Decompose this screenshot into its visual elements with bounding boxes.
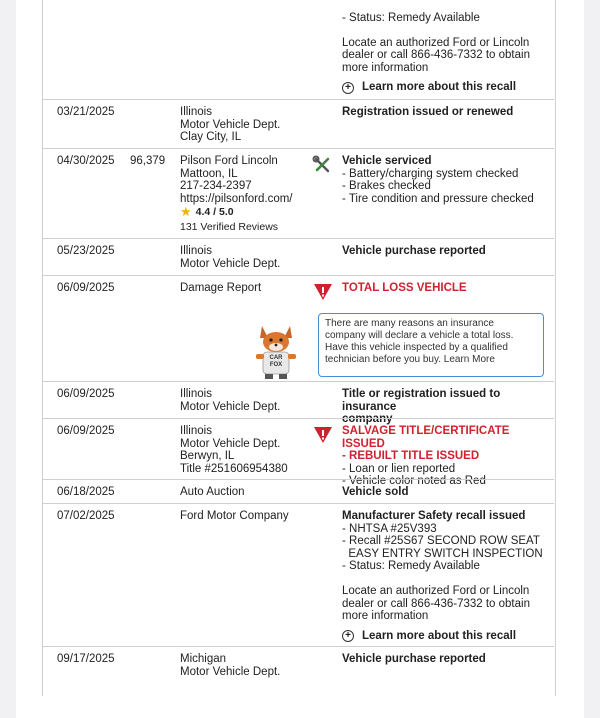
history-row	[42, 238, 554, 276]
title-line: Title or registration issued to insurance	[342, 388, 501, 413]
source-line: Motor Vehicle Dept.	[180, 400, 281, 413]
learn-more-recall-link[interactable]	[342, 81, 547, 94]
dealer-rating	[180, 206, 293, 219]
recall-instructions: Locate an authorized Ford or Lincoln dealer or call 866-436-7332 to obtain more information	[342, 36, 530, 74]
row-date: 04/30/2025	[57, 155, 115, 167]
history-row	[42, 99, 554, 149]
row-source	[180, 245, 280, 270]
source-line: Clay City, IL	[180, 131, 242, 144]
source-line: Illinois	[180, 245, 212, 257]
detail-line: - Status: Remedy Available	[342, 12, 480, 24]
detail-line: - Status: Remedy Available	[342, 560, 480, 573]
dealer-phone[interactable]: 217-234-2397	[180, 180, 252, 193]
history-row	[42, 646, 554, 697]
row-source: Damage Report	[180, 282, 262, 294]
row-date: 06/09/2025	[57, 388, 115, 400]
row-title: Vehicle purchase reported	[342, 245, 486, 257]
detail-line: - Vehicle color noted as Red	[342, 475, 486, 488]
source-line: Michigan	[180, 653, 227, 665]
warning-icon	[314, 284, 332, 305]
learn-more-label: Learn more about this recall	[362, 81, 517, 94]
history-row	[42, 479, 554, 504]
source-line: Motor Vehicle Dept.	[180, 118, 281, 131]
detail-line: - Recall #25S67 SECOND ROW SEAT	[342, 535, 540, 548]
star-icon: ★	[180, 204, 192, 220]
row-title: Vehicle purchase reported	[342, 653, 486, 665]
detail-line: - Battery/charging system checked	[342, 167, 519, 180]
row-date: 05/23/2025	[57, 245, 115, 257]
history-row-total-loss	[42, 275, 554, 382]
dealer-website[interactable]: https://pilsonford.com/	[180, 192, 293, 205]
row-date: 06/18/2025	[57, 486, 115, 498]
row-date: 06/09/2025	[57, 282, 115, 294]
row-title: Registration issued or renewed	[342, 106, 514, 118]
row-odometer: 96,379	[130, 155, 166, 167]
row-date: 03/21/2025	[57, 106, 115, 118]
row-source	[180, 653, 280, 678]
history-row-salvage	[42, 418, 554, 488]
salvage-title-alert: SALVAGE TITLE/CERTIFICATE ISSUED	[342, 425, 510, 450]
source-line: Illinois	[180, 425, 212, 437]
source-line: Motor Vehicle Dept.	[180, 437, 281, 450]
row-title: Vehicle sold	[342, 486, 409, 498]
detail-line: - Loan or lien reported	[342, 462, 456, 475]
history-row-recall-continued	[42, 0, 554, 99]
source-line: Illinois	[180, 106, 212, 118]
history-row	[42, 381, 554, 426]
total-loss-alert: TOTAL LOSS VEHICLE	[342, 282, 467, 294]
source-line: Mattoon, IL	[180, 167, 238, 180]
row-source	[180, 425, 288, 475]
dealer-name[interactable]: Pilson Ford Lincoln	[180, 155, 278, 167]
title-line: company	[342, 413, 393, 426]
wrench-screwdriver-icon	[312, 155, 332, 179]
row-title: Vehicle serviced	[342, 155, 432, 167]
source-line: Motor Vehicle Dept.	[180, 665, 281, 678]
row-source: Auto Auction	[180, 486, 245, 498]
row-date: 09/17/2025	[57, 653, 115, 665]
history-row-recall	[42, 503, 554, 647]
source-line: Illinois	[180, 388, 212, 400]
learn-more-recall-link[interactable]	[342, 630, 547, 643]
plus-circle-icon: +	[342, 630, 354, 642]
row-source	[180, 155, 293, 234]
rebuilt-title-alert: - REBUILT TITLE ISSUED	[342, 450, 480, 463]
detail-line: - Brakes checked	[342, 180, 431, 193]
row-title: Manufacturer Safety recall issued	[342, 510, 526, 522]
detail-line: - Tire condition and pressure checked	[342, 192, 534, 205]
detail-line: EASY ENTRY SWITCH INSPECTION	[342, 547, 543, 560]
history-row	[42, 148, 554, 239]
row-source: Ford Motor Company	[180, 510, 289, 522]
row-source	[180, 106, 280, 144]
source-line: Title #251606954380	[180, 462, 288, 475]
rating-value: 4.4 / 5.0	[195, 206, 234, 219]
warning-icon	[314, 427, 332, 448]
source-line: Motor Vehicle Dept.	[180, 257, 281, 270]
mascot-shirt-text: CAR FOX	[269, 355, 283, 368]
row-date: 07/02/2025	[57, 510, 115, 522]
total-loss-tooltip	[318, 313, 544, 377]
recall-instructions: Locate an authorized Ford or Lincoln dealer or call 866-436-7332 to obtain more information	[342, 584, 530, 623]
detail-line: - NHTSA #25V393	[342, 522, 437, 535]
tooltip-text: There are many reasons an insurance company will declare a vehicle a total loss. Have this vehicle inspected by a qualified technician before you buy. Learn More	[325, 318, 514, 365]
verified-reviews[interactable]: 131 Verified Reviews	[180, 220, 279, 233]
learn-more-label: Learn more about this recall	[362, 629, 517, 642]
plus-circle-icon: +	[342, 82, 354, 94]
row-date: 06/09/2025	[57, 425, 115, 437]
carfox-mascot-icon	[252, 322, 300, 380]
source-line: Berwyn, IL	[180, 450, 235, 463]
row-source	[180, 388, 280, 413]
